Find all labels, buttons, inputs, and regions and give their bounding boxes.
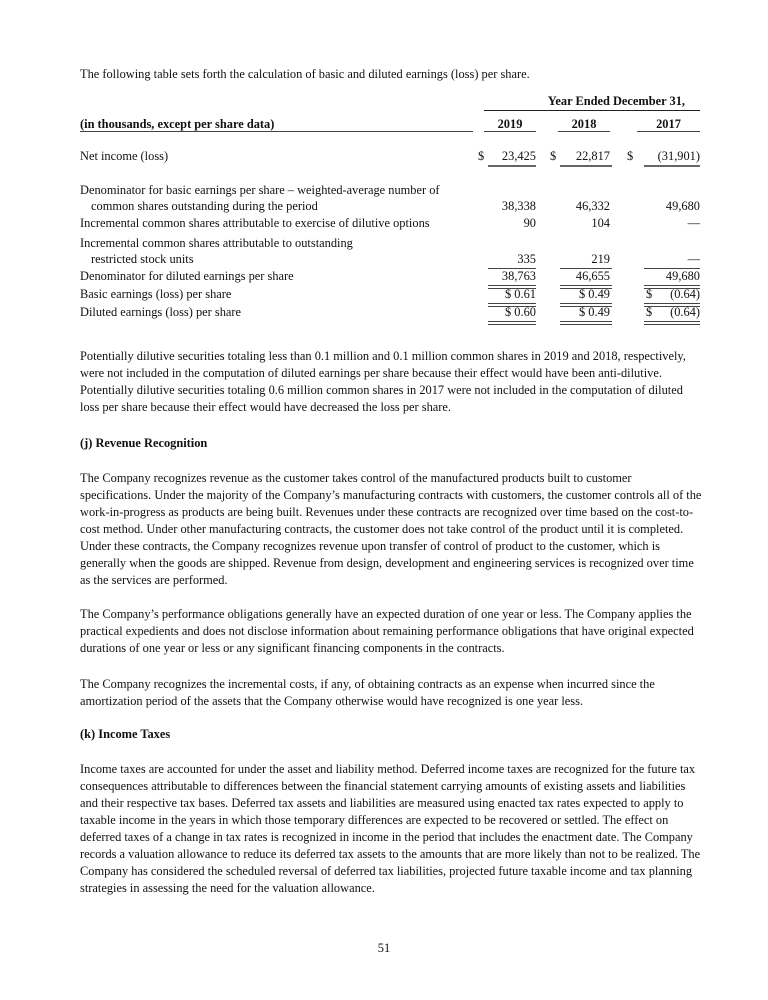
cell-value: 23,425 bbox=[501, 149, 536, 163]
intro-text: The following table sets forth the calculation of basic and diluted earnings (loss) per share. bbox=[80, 67, 530, 81]
row-label-rsu: Incremental common shares attributable to outstanding bbox=[80, 236, 353, 250]
row-label-basic-denominator: Denominator for basic earnings per share – weighted-average number of bbox=[80, 183, 440, 197]
header-rule bbox=[637, 131, 700, 132]
year-group-header: Year Ended December 31, bbox=[547, 94, 685, 108]
cell-value: 22,817 bbox=[575, 149, 610, 163]
page-number: 51 bbox=[377, 941, 391, 955]
revenue-recognition-heading: (j) Revenue Recognition bbox=[80, 436, 208, 450]
cell-value: 46,655 bbox=[575, 269, 610, 283]
income-taxes-heading: (k) Income Taxes bbox=[80, 727, 171, 741]
cell-value: — bbox=[687, 216, 700, 230]
cell-value: (0.64) bbox=[670, 305, 700, 319]
underline bbox=[644, 165, 700, 167]
header-rule bbox=[558, 131, 610, 132]
row-label-rsu-cont: restricted stock units bbox=[91, 252, 194, 266]
cell-value: (31,901) bbox=[657, 149, 700, 163]
cell-value: 38,338 bbox=[501, 199, 536, 213]
cell-value: 335 bbox=[517, 252, 536, 266]
currency-symbol: $ bbox=[550, 149, 557, 163]
double-rule bbox=[560, 321, 612, 325]
double-rule bbox=[488, 321, 536, 325]
header-rule bbox=[484, 131, 536, 132]
underline bbox=[560, 165, 612, 167]
cell-value: $ 0.60 bbox=[505, 305, 536, 319]
double-rule bbox=[644, 321, 700, 325]
row-label-basic-eps: Basic earnings (loss) per share bbox=[80, 287, 232, 301]
unit-label: (in thousands, except per share data) bbox=[80, 117, 275, 131]
cell-value: 90 bbox=[523, 216, 536, 230]
revenue-paragraph-2: The Company’s performance obligations generally have an expected duration of one year or less. The Company applies the practical expedients and does not disclose information about remaining performance obligations that have original expected durations of one year or less or any significant financing components in the contracts. bbox=[80, 607, 694, 655]
row-label-dilutive-options: Incremental common shares attributable to exercise of dilutive options bbox=[80, 216, 430, 230]
currency-symbol: $ bbox=[646, 287, 653, 301]
year-header-2019: 2019 bbox=[497, 117, 523, 131]
header-rule bbox=[80, 131, 473, 132]
cell-value: 104 bbox=[591, 216, 610, 230]
year-header-2017: 2017 bbox=[656, 117, 681, 131]
row-label-net-income: Net income (loss) bbox=[80, 149, 169, 163]
cell-value: — bbox=[687, 252, 700, 266]
cell-value: 49,680 bbox=[665, 269, 700, 283]
cell-value: $ 0.49 bbox=[579, 287, 610, 301]
cell-value: 38,763 bbox=[501, 269, 536, 283]
currency-symbol: $ bbox=[627, 149, 634, 163]
year-header-2018: 2018 bbox=[571, 117, 597, 131]
header-rule bbox=[484, 110, 700, 111]
underline bbox=[488, 165, 536, 167]
row-label-diluted-denominator: Denominator for diluted earnings per share bbox=[80, 269, 294, 283]
row-label-diluted-eps: Diluted earnings (loss) per share bbox=[80, 305, 242, 319]
currency-symbol: $ bbox=[478, 149, 485, 163]
cell-value: $ 0.49 bbox=[579, 305, 610, 319]
dilutive-securities-paragraph: Potentially dilutive securities totaling less than 0.1 million and 0.1 million common shares in 2019 and 2018, respectively, were not included in the computation of diluted earnings per share because their effect would have been anti-dilutive. Potentially dilutive securities totaling 0.6 million common shares in 2017 were not included in the computation of diluted loss per share because their effect would have decreased the loss per share. bbox=[80, 349, 686, 414]
currency-symbol: $ bbox=[646, 305, 653, 319]
cell-value: 219 bbox=[591, 252, 610, 266]
cell-value: 46,332 bbox=[575, 199, 610, 213]
revenue-paragraph-3: The Company recognizes the incremental costs, if any, of obtaining contracts as an expense when incurred since the amortization period of the assets that the Company otherwise would have recognized is one year less. bbox=[80, 677, 655, 708]
cell-value: (0.64) bbox=[670, 287, 700, 301]
cell-value: $ 0.61 bbox=[505, 287, 536, 301]
income-taxes-paragraph: Income taxes are accounted for under the asset and liability method. Deferred income taxes are recognized for the future tax consequences attributable to differences between the financial statement carrying amounts of existing assets and liabilities and their respective tax bases. Deferred tax assets and liabilities are measured using enacted tax rates expected to apply to taxable income in the years in which those temporary differences are expected to be recovered or settled. The effect on deferred taxes of a change in tax rates is recognized in income in the period that includes the enactment date. The Company records a valuation allowance to reduce its deferred tax assets to the amounts that are more likely than not to be realized. The Company has considered the scheduled reversal of deferred tax liabilities, projected future taxable income and tax planning strategies in assessing the need for the valuation allowance. bbox=[80, 762, 701, 895]
cell-value: 49,680 bbox=[665, 199, 700, 213]
revenue-paragraph-1: The Company recognizes revenue as the customer takes control of the manufactured products built to customer specifications. Under the majority of the Company’s manufacturing contracts with customers, the customer controls all of the work-in-progress as products are being built. Revenues under these contracts are recognized over time based on the cost-to-cost method. Under other manufacturing contracts, the customer does not take control of the product until it is completed. Under these contracts, the Company recognizes revenue upon transfer of control of product to the customer, which is generally when the goods are shipped. Revenue from design, development and engineering services is recognized over time as the services are performed. bbox=[80, 471, 702, 587]
row-label-basic-denominator-cont: common shares outstanding during the period bbox=[91, 199, 318, 213]
